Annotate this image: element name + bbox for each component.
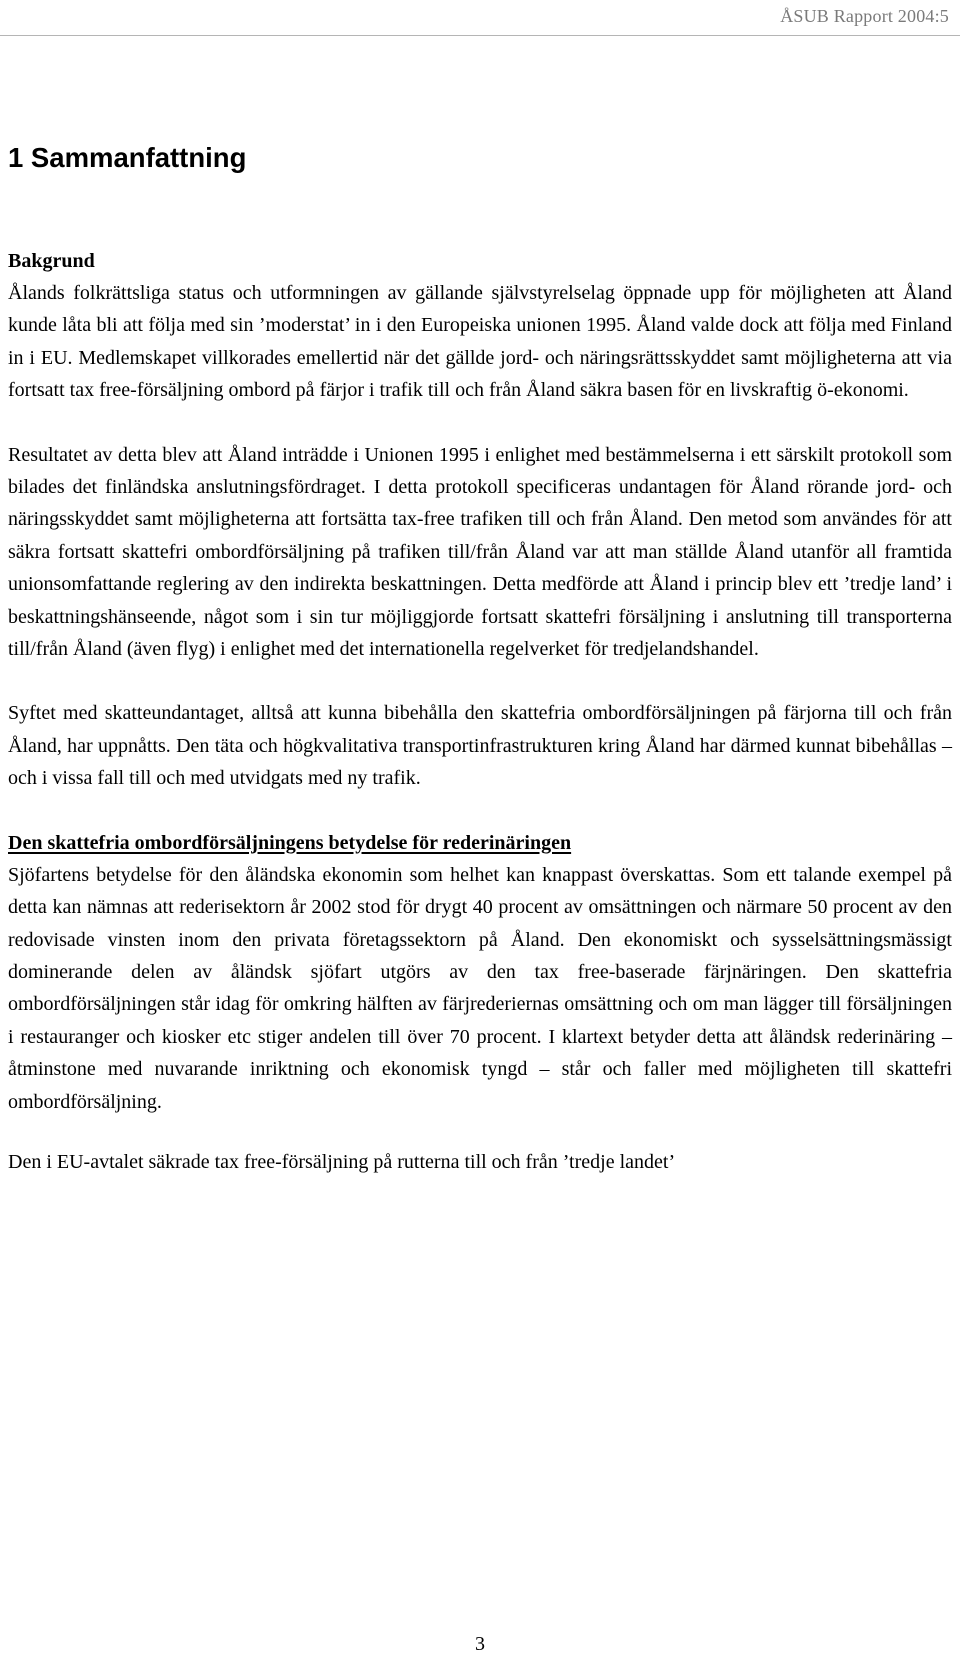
paragraph-bakgrund-1: Ålands folkrättsliga status och utformningen av gällande självstyrelselag öppnade upp för möjligheten att Åland kunde låta bli att följa med sin ’moderstat’ in i den Europeiska unionen 1995. Åland valde dock att följa med Finland in i EU. Medlemskapet villkorades emellertid när det gällde jord- och näringsrättsskyddet samt möjligheterna att via fortsatt tax free-försäljning ombord på färjor i trafik till och från Åland säkra basen för en livskraftig ö-ekonomi. (8, 282, 952, 402)
paragraph-spacer (8, 407, 952, 439)
paragraph-spacer (8, 665, 952, 697)
chapter-title: 1 Sammanfattning (8, 142, 247, 173)
paragraph-bakgrund-3: Syftet med skatteundantaget, alltså att kunna bibehålla den skattefria ombordförsäljningen på färjorna till och från Åland, har uppnåtts. Den täta och högkvalitativa transportinfrastrukturen kring Åland har därmed kunnat bibehållas – och i vissa fall till och med utvidgats med ny trafik. (8, 702, 952, 790)
paragraph-bakgrund-2: Resultatet av detta blev att Åland inträdde i Unionen 1995 i enlighet med bestämmelserna i ett särskilt protokoll som bilades det finländska anslutningsfördraget. I detta protokoll specificeras undantagen för Åland rörande jord- och näringsskyddet samt möjligheterna att fortsätta tax-free trafiken till och från Åland. Den metod som användes för att säkra fortsatt skattefri ombordförsäljning på trafiken till/från Åland var att man ställde Åland utanför all framtida unionsomfattande reglering av den indirekta beskattningen. Detta medförde att Åland i princip blev ett ’tredje land’ i beskattningshänseende, något som i sin tur möjliggjorde fortsatt skattefri försäljning i anslutning till transporterna till/från Åland (även flyg) i enlighet med det internationella regelverket för tredjelandshandel. (8, 443, 952, 661)
running-header: ÅSUB Rapport 2004:5 (780, 6, 949, 26)
paragraph-betydelse-1: Sjöfartens betydelse för den åländska ekonomin som helhet kan knappast överskattas. Som ett talande exempel på detta kan nämnas att rederisektorn år 2002 stod för drygt 40 procent av omsättningen och närmare 50 procent av den redovisade vinsten inom den privata företagssektorn på Åland. Den ekonomiskt och sysselsättningsmässigt dominerande delen av åländsk sjöfart utgörs av den tax free-baserade färjnäringen. Den skattefria ombordförsäljningen står idag för omkring hälften av färjrederiernas omsättning och om man lägger till försäljningen i restauranger och kiosker etc stiger andelen till över 70 procent. I klartext betyder detta att åländsk rederinäring – åtminstone med nuvarande inriktning och ekonomisk tyngd – står och faller med möjligheten till skattefri ombordförsäljning. (8, 863, 952, 1113)
section-heading-betydelse: Den skattefria ombordförsäljningens betydelse för rederinäringen (8, 831, 572, 854)
section-heading-bakgrund: Bakgrund (8, 250, 95, 272)
header-rule (0, 35, 960, 36)
page-body (8, 245, 952, 1178)
paragraph-spacer (8, 1118, 952, 1146)
page-number: 3 (475, 1633, 485, 1655)
paragraph-spacer (8, 795, 952, 827)
paragraph-betydelse-2: Den i EU-avtalet säkrade tax free-försäljning på rutterna till och från ’tredje landet’ (8, 1150, 676, 1173)
